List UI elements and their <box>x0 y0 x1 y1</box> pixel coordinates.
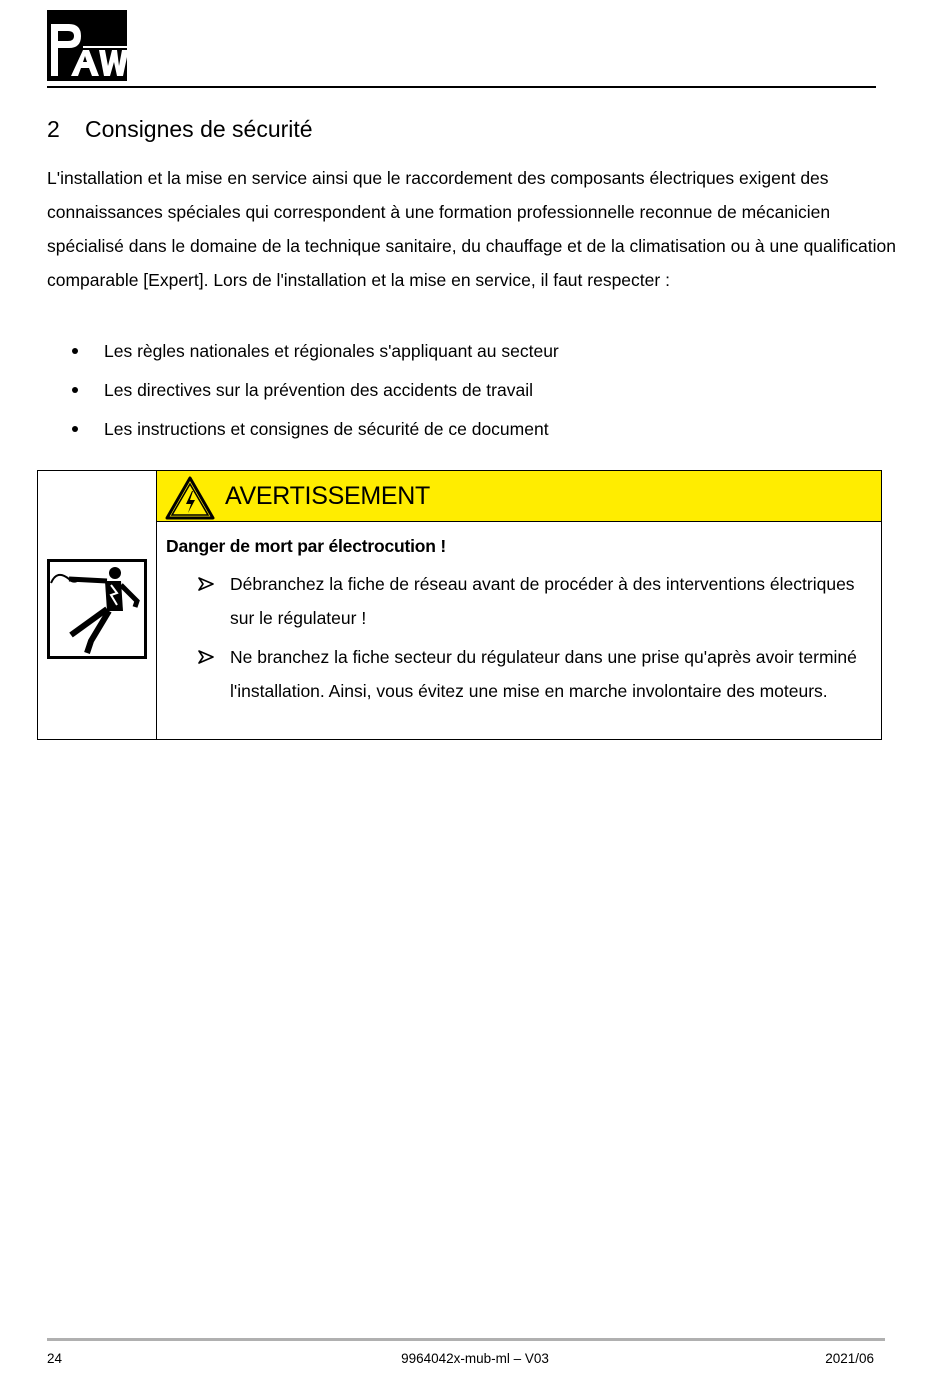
requirements-list <box>47 334 559 451</box>
intro-paragraph: L'installation et la mise en service ainsi que le raccordement des composants électriques exigent des connaissances spéciales qui correspondent à une formation professionnelle reconnue de mécanicien spécialisé dans le domaine de la technique sanitaire, du chauffage et de la climatisation ou à une qualification comparable [Expert]. Lors de l'installation et la mise en service, il faut respecter : <box>47 168 896 290</box>
bullet-icon <box>72 348 78 354</box>
list-item <box>47 412 559 451</box>
warning-subtitle: Danger de mort par électrocution ! <box>166 536 447 556</box>
list-item <box>47 373 559 412</box>
document-date: 2021/06 <box>825 1351 874 1366</box>
high-voltage-warning-icon <box>165 476 215 520</box>
list-item-text: Débranchez la fiche de réseau avant de procéder à des interventions électriques sur le régulateur ! <box>230 574 855 628</box>
electric-shock-person-icon <box>47 559 147 659</box>
warning-pictogram-cell <box>38 471 157 739</box>
header-rule <box>47 86 876 88</box>
arrowhead-bullet-icon <box>198 577 214 591</box>
page-number: 24 <box>47 1351 63 1366</box>
warning-title: AVERTISSEMENT <box>225 482 430 510</box>
section-heading <box>47 114 313 144</box>
list-item-text: Les instructions et consignes de sécurité de ce document <box>104 419 549 439</box>
arrowhead-bullet-icon <box>198 650 214 664</box>
list-item <box>47 334 559 373</box>
document-id: 9964042x-mub-ml – V03 <box>401 1351 549 1366</box>
bullet-icon <box>72 387 78 393</box>
list-item <box>198 567 868 635</box>
footer-rule <box>47 1338 885 1341</box>
paw-logo-icon <box>47 10 127 81</box>
bullet-icon <box>72 426 78 432</box>
list-item-text: Les règles nationales et régionales s'appliquant au secteur <box>104 341 559 361</box>
warning-header <box>157 471 881 522</box>
warning-box <box>37 470 882 740</box>
list-item-text: Ne branchez la fiche secteur du régulateur dans une prise qu'après avoir terminé l'installation. Ainsi, vous évitez une mise en marche involontaire des moteurs. <box>230 647 857 701</box>
list-item-text: Les directives sur la prévention des accidents de travail <box>104 380 533 400</box>
section-title: Consignes de sécurité <box>85 116 313 142</box>
list-item <box>198 640 868 708</box>
section-number: 2 <box>47 116 60 142</box>
warning-instructions <box>198 567 868 713</box>
